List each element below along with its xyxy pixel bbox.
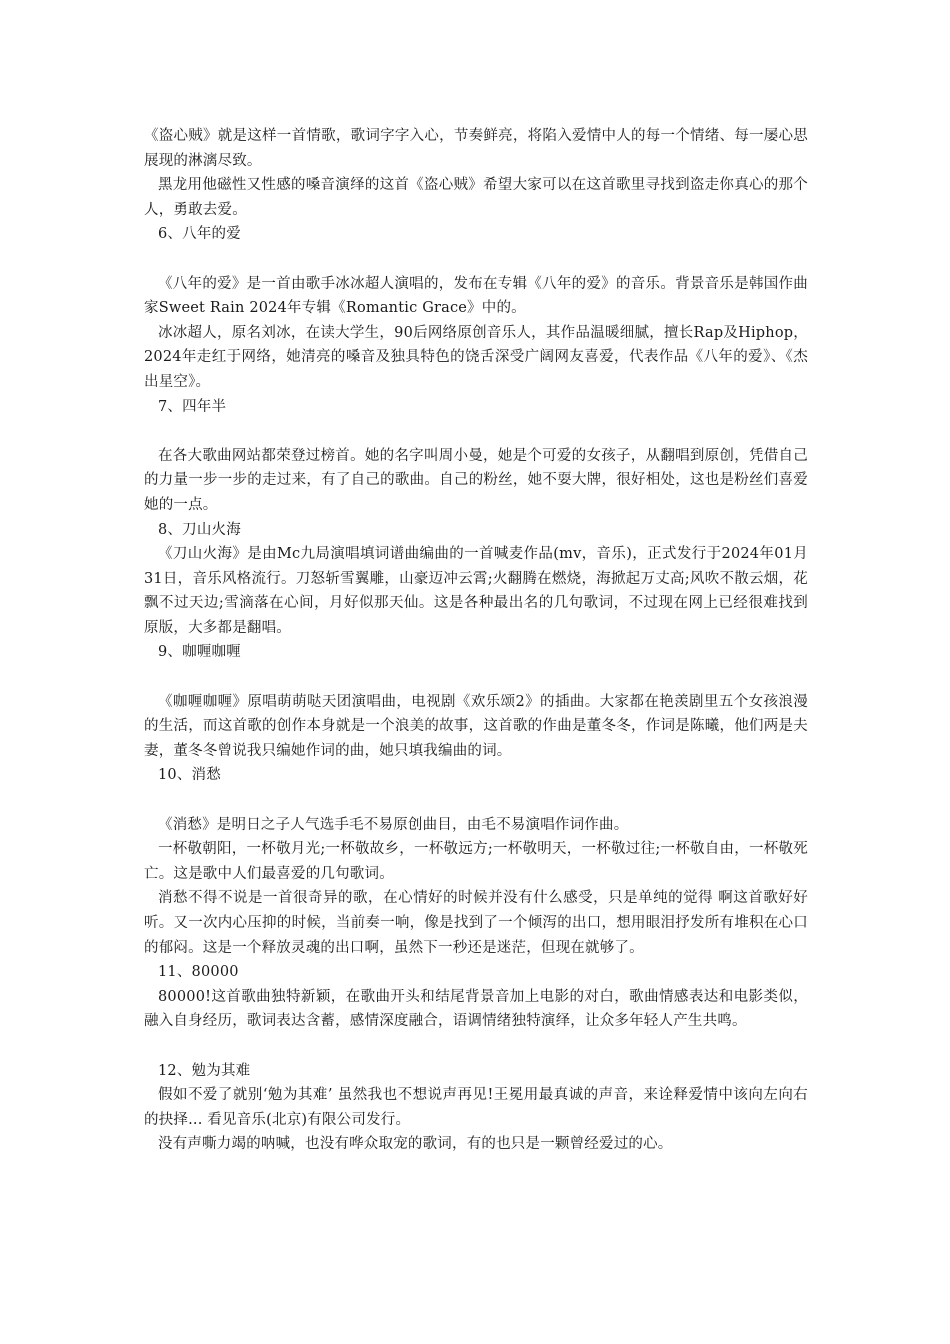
section-heading: 11、80000	[158, 964, 239, 981]
document-body	[144, 124, 808, 1157]
section-heading: 6、八年的爱	[158, 226, 241, 243]
paragraph: 《咖喱咖喱》原唱萌萌哒天团演唱曲，电视剧《欢乐颂2》的插曲。大家都在艳羡剧里五个女孩浪漫的生活，而这首歌的创作本身就是一个浪美的故事，这首歌的作曲是董冬冬，作词是陈曦，他们两是夫妻，董冬冬曾说我只编她作词的曲，她只填我编曲的词。	[144, 693, 808, 759]
paragraph: 消愁不得不说是一首很奇异的歌，在心情好的时候并没有什么感受，只是单纯的觉得 啊这首歌好好听。又一次内心压抑的时候，当前奏一响，像是找到了一个倾泻的出口，想用眼泪抒发所有堆积在心口的郁闷。这是一个释放灵魂的出口啊，虽然下一秒还是迷茫，但现在就够了。	[144, 890, 808, 956]
paragraph: 《刀山火海》是由Mc九局演唱填词谱曲编曲的一首喊麦作品(mv，音乐)，正式发行于2024年01月31日，音乐风格流行。刀怒斩雪翼雕，山豪迈冲云霄;火翻腾在燃烧，海掀起万丈高;风吹不散云烟，花飘不过天边;雪滴落在心间，月好似那天仙。这是各种最出名的几句歌词，不过现在网上已经很难找到原版，大多都是翻唱。	[144, 546, 808, 636]
paragraph: 没有声嘶力竭的呐喊，也没有哗众取宠的歌词，有的也只是一颗曾经爱过的心。	[158, 1136, 673, 1153]
paragraph: 黑龙用他磁性又性感的嗓音演绎的这首《盗心贼》希望大家可以在这首歌里寻找到盗走你真心的那个人，勇敢去爱。	[144, 177, 808, 218]
section-heading: 8、刀山火海	[158, 521, 241, 538]
paragraph: 在各大歌曲网站都荣登过榜首。她的名字叫周小曼，她是个可爱的女孩子，从翻唱到原创，凭借自己的力量一步一步的走过来，有了自己的歌曲。自己的粉丝，她不耍大牌，很好相处，这也是粉丝们喜爱她的一点。	[144, 447, 808, 513]
blank-line	[144, 419, 808, 444]
section-heading: 12、勉为其难	[158, 1062, 251, 1079]
paragraph: 冰冰超人，原名刘冰，在读大学生，90后网络原创音乐人，其作品温暖细腻，擅长Rap及Hiphop，2024年走红于网络，她清亮的嗓音及独具特色的饶舌深受广阔网友喜爱，代表作品《八年的爱》、《杰出星空》。	[144, 324, 808, 390]
paragraph: 一杯敬朝阳，一杯敬月光;一杯敬故乡，一杯敬远方;一杯敬明天，一杯敬过往;一杯敬自由，一杯敬死亡。这是歌中人们最喜爱的几句歌词。	[144, 841, 808, 882]
paragraph: 80000!这首歌曲独特新颖，在歌曲开头和结尾背景音加上电影的对白，歌曲情感表达和电影类似，融入自身经历，歌词表达含蓄，感情深度融合，语调情绪独特演绎，让众多年轻人产生共鸣。	[144, 988, 808, 1030]
section-heading: 10、消愁	[158, 767, 221, 784]
paragraph: 《八年的爱》是一首由歌手冰冰超人演唱的，发布在专辑《八年的爱》的音乐。背景音乐是韩国作曲家Sweet Rain 2024年专辑《Romantic Grace》中的。	[144, 275, 808, 317]
section-heading: 9、咖喱咖喱	[158, 644, 241, 661]
paragraph: 《盗心贼》就是这样一首情歌，歌词字字入心，节奏鲜亮，将陷入爱情中人的每一个情绪、每一屡心思展现的淋漓尽致。	[144, 128, 808, 169]
paragraph: 假如不爱了就别‘勉为其难’ 虽然我也不想说声再见!王冕用最真诚的声音，来诠释爱情中该向左向右的抉择... 看见音乐(北京)有限公司发行。	[144, 1087, 808, 1128]
blank-line	[144, 1034, 808, 1059]
section-heading: 7、四年半	[158, 398, 227, 415]
blank-line	[144, 788, 808, 813]
paragraph: 《消愁》是明日之子人气选手毛不易原创曲目，由毛不易演唱作词作曲。	[158, 816, 629, 833]
blank-line	[144, 665, 808, 690]
blank-line	[144, 247, 808, 272]
